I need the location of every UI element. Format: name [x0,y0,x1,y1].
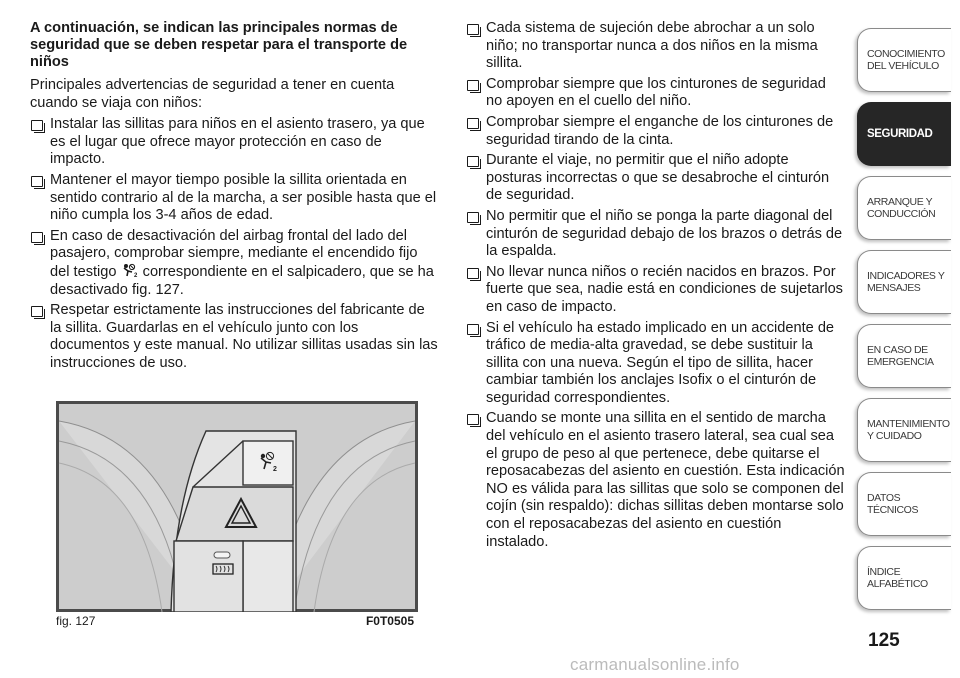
checkbox-bullet-icon [467,414,479,425]
checkbox-bullet-icon [31,306,43,317]
checkbox-bullet-icon [467,156,479,167]
list-item: Cada sistema de sujeción debe abrochar a un solo niño; no transportar nunca a dos niños en la misma sillita. [466,20,846,73]
figure-caption [56,613,418,629]
chapter-sidebar [857,10,960,630]
tab-indice-alfabetico[interactable] [857,546,951,610]
checkbox-bullet-icon [467,212,479,223]
checkbox-bullet-icon [467,118,479,129]
list-item: En caso de desactivación del airbag frontal del lado del pasajero, comprobar siempre, mediante el encendido fijo del testigo 2 correspondiente en el salpicadero, que se ha desactivado fig. 127. [30,228,440,299]
passenger-airbag-off-icon [121,263,139,278]
tab-conocimiento-del-vehiculo[interactable] [857,28,951,92]
tab-mantenimiento-y-cuidado[interactable] [857,398,951,462]
tab-en-caso-de-emergencia[interactable] [857,324,951,388]
dashboard-illustration [56,401,418,612]
list-item: No llevar nunca niños o recién nacidos en brazos. Por fuerte que sea, nadie está en condiciones de sujetarlos en caso de impacto. [466,264,846,317]
checkbox-bullet-icon [31,176,43,187]
tab-label: CONOCIMIENTO DEL VEHÍCULO [867,48,945,72]
right-bullet-list [466,20,846,551]
checkbox-bullet-icon [467,324,479,335]
checkbox-bullet-icon [467,80,479,91]
svg-text:2: 2 [273,466,277,473]
svg-text:2: 2 [133,272,137,278]
watermark: carmanualsonline.info [570,655,740,674]
tab-label: EN CASO DE EMERGENCIA [867,344,934,368]
section-heading: A continuación, se indican las principales normas de seguridad que se deben respetar para el transporte de niños [30,20,408,70]
list-item: Instalar las sillitas para niños en el asiento trasero, ya que es el lugar que ofrece mayor protección en caso de impacto. [30,116,440,169]
tab-label: DATOS TÉCNICOS [867,492,919,516]
tab-label: ARRANQUE Y CONDUCCIÓN [867,196,936,220]
checkbox-bullet-icon [467,24,479,35]
left-column [30,20,440,376]
list-item: Si el vehículo ha estado implicado en un accidente de tráfico de media-alta gravedad, se debe sustituir la sillita con una nueva. Según el tipo de sillita, hacer cambiar también los anclajes Isofix o el cinturón de seguridad correspondientes. [466,320,846,408]
dashboard-figure [56,401,418,612]
tab-label: SEGURIDAD [867,128,933,140]
figure-code: F0T0505 [365,614,414,628]
list-item: No permitir que el niño se ponga la parte diagonal del cinturón de seguridad debajo de los brazos o detrás de la espalda. [466,208,846,261]
tab-arranque-y-conduccion[interactable] [857,176,951,240]
tab-label: ÍNDICE ALFABÉTICO [867,566,928,590]
tab-seguridad[interactable] [857,102,951,166]
checkbox-bullet-icon [31,120,43,131]
list-item: Comprobar siempre el enganche de los cinturones de seguridad tirando de la cinta. [466,114,846,149]
tab-indicadores-y-mensajes[interactable] [857,250,951,314]
tab-label: INDICADORES Y MENSAJES [867,270,945,294]
intro-paragraph: Principales advertencias de seguridad a tener en cuenta cuando se viaja con niños: [30,77,395,111]
tab-datos-tecnicos[interactable] [857,472,951,536]
list-item: Cuando se monte una sillita en el sentido de marcha del vehículo en el asiento trasero lateral, sea cual sea el grupo de peso al que pertenece, debe quitarse el reposacabezas del asiento en cuestión. Esta indicación NO es válida para las sillitas que solo se componen del cojín (sin respaldo): dichas sillitas deben montarse solo con el reposacabezas del asiento en cuestión instalado. [466,410,846,551]
list-item: Respetar estrictamente las instrucciones del fabricante de la sillita. Guardarlas en el vehículo junto con los documentos y este manual. No utilizar sillitas usadas sin las instrucciones de uso. [30,302,440,372]
checkbox-bullet-icon [31,232,43,243]
right-column [466,20,846,554]
list-item: Mantener el mayor tiempo posible la sillita orientada en sentido contrario al de la marcha, a ser posible hasta que el niño cumpla los 3-4 años de edad. [30,172,440,225]
page-number: 125 [868,630,900,651]
tab-label: MANTENIMIENTO Y CUIDADO [867,418,950,442]
checkbox-bullet-icon [467,268,479,279]
figure-number: fig. 127 [56,614,96,628]
left-bullet-list [30,116,440,372]
list-item: Comprobar siempre que los cinturones de seguridad no apoyen en el cuello del niño. [466,76,846,111]
list-item: Durante el viaje, no permitir que el niño adopte posturas incorrectas o que se desabroche el cinturón de seguridad. [466,152,846,205]
